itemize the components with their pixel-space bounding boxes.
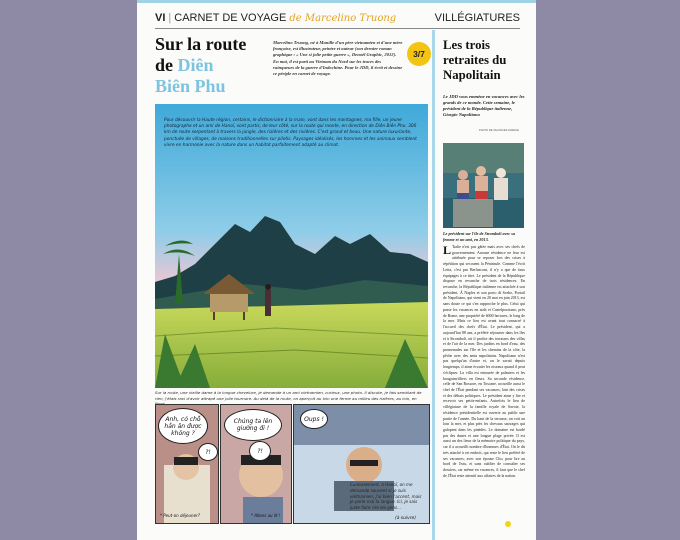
column-divider [432,30,435,540]
sidebar-title: Les trois retraites du Napolitain [443,38,507,82]
vacation-photo [443,143,524,228]
article-intro: Marcelino Truong, né à Manille d'un père vietnamien et d'une mère française, est illustrateur, peintre et auteur (son dernier roman graphique : « Une si jolie petite guerre », Denoël Graphic, 2012). En mai, il est parti au Vietnam du Nord sur les traces des vainqueurs de la guerre d'Indochine. Pour le JDD, il écrit et dessine ce périple en carnet de voyage. [273,40,403,77]
comic-note-1: * Peut-on déjeuner? [160,513,200,518]
section-label: CARNET DE VOYAGE [174,12,287,24]
section-label-right: VILLÉGIATURES [434,12,520,24]
to-be-continued: (à suivre) [395,516,416,521]
illustration-caption: Sur la route, une vieille dame à la longue chevelure, je demande à un ami vietnamien, curieux, une photo. Il discute, je fais semblant de rien, j'étais ravi d'avoir attrapé une jolie tournure. Au delà de la route, on aperçoit au loin une ferme au milieu des rizières, au loin, en [155,390,422,401]
sidebar-intro: Le JDD vous emmène en vacances avec les grands de ce monde. Cette semaine, le président de la République italienne, Giorgio Napolitano [443,94,525,117]
photo-caption: Le président sur l'île de Stromboli avec sa femme et un ami, en 2013. [443,231,515,242]
comic-panel-1 [155,404,219,524]
speech-bubble-1: Anh, có chỗ hẳn ăn được không ? [158,408,208,444]
episode-badge: 3/7 [407,42,431,66]
end-mark-icon [505,521,511,527]
speech-bubble-3: Oups ! [300,409,328,429]
speech-bubble-1b: ?! [198,443,218,461]
author-credit: de Marcelino Truong [289,13,397,24]
comic-note-2: * Allons au lit ! [251,513,281,518]
page-number: VI [155,12,166,24]
photo-credit: PHOTO DE VACANCES AGENCE [479,129,519,132]
comic-caption: Curieusement, à Hanoï, on me demande souvent si je suis vietnamien, j'ai bien l'accent, mais je parle mal la langue. Ici, je sais juste faire rire les gens... [350,482,422,511]
dropcap: L [443,244,452,257]
title-de: de [155,55,173,75]
title-place-1: Diên [177,55,214,75]
speech-bubble-2b: ?! [249,441,271,461]
comic-panel-2 [220,404,292,524]
article-title [155,34,270,97]
title-line1: Sur la route [155,34,247,54]
illustration-text: Pour découvrir la Haute région, certains, le dictionnaire à la main, vont dans les montagnes, ma fille, un jeune photographe et un ami de Hanoï, sont partis, de leur côté, sur la route qui monte, en direction de Diên Biên Phu. 300 km de route serpentant à travers la jungle, des rizières et des rivières. C'est grand et beau. Une nature luxuriante, ponctuée de villages, de maisons traditionnelles sur pilotis. Paysages idéalisés, les hommes et les animaux semblent vivre en harmonie avec la nature dans un habitat parfaitement adapté au climat. [164,118,417,148]
comic-strip [155,404,428,522]
sidebar-body-text: 'Italie n'est pas gâtée mais avec ses chefs de gouvernement. Aucune résidence ne leur est attribuée pour se reposer lors des crises à répétition qui secouent la Péninsule. Comme l'écrit Letta, c'est par Berlusconi, il n'y a que de faux équipages à ce titre. Le président de la République dispose en revanche de trois résidences. En revanche, la République italienne est attachée à son président. À Naples et son porto di Sorbo, Portail de Napolitano, qui vient en 20 mai en juin 2013, est sans doute ce qui s'en rapproche le plus. Celui qui passe les vacances en août et Castelporziano, près de Rome, une propriété de 6000 hectares, le long de la mer. Mais ce lieu est avant tout consacré à l'accueil des chefs d'État. Le président, qui a aujourd'hui 88 ans, a préféré séjourner dans les îles et à Stromboli, où il profite des terrasses des villas et de l'air de la mer. Des jardins en bord d'eau, des promenades sur l'île et les chemins de la côte, la pêche avec des amis napolitains. Napolitano n'est pas quelqu'un d'autre et, on le savait depuis longtemps, il aime écouter les oiseaux quand il peut s'éclipser. La villa est entourée de palmiers et les bougainvilliers en fleurs. Sa seconde résidence, celle de San Rossore, en Toscane, accueille aussi le chef de l'État pendant ses vacances, loin des crises et des débats politiques. Le président aime y lire et recevoir ses petits-enfants. Autrefois le lieu de villégiature de la famille royale de Savoie, la résidence présidentielle est ouverte au public une partie de l'année. Du haut de la terrasse, on voit au loin la mer, et plus près les chevaux sauvages qui galopent dans les pinèdes. Le domaine est bordé par des dunes et une longue plage privée. Il est aussi un des lieux de la mémoire politique du pays, car il a accueilli nombre d'hommes d'État. On le dit très attaché à cet endroit, qui reste le lieu préféré de ses vacances, avec son épouse Clio, pour lire au bord de l'eau, et sans oublier de consulter ses dossiers, car même en vacances, il faut que le chef de l'État reste attentif aux affaires de la nation. [443,244,525,478]
sidebar-body [443,244,525,524]
running-header: VI | CARNET DE VOYAGE de Marcelino Truong [155,12,397,24]
header-rule [155,28,520,29]
title-place-2: Biên Phu [155,76,226,96]
newspaper-page [137,0,536,540]
speech-bubble-2: Chúng ta lên giường đi ! [224,409,282,441]
top-color-bar [137,0,536,3]
